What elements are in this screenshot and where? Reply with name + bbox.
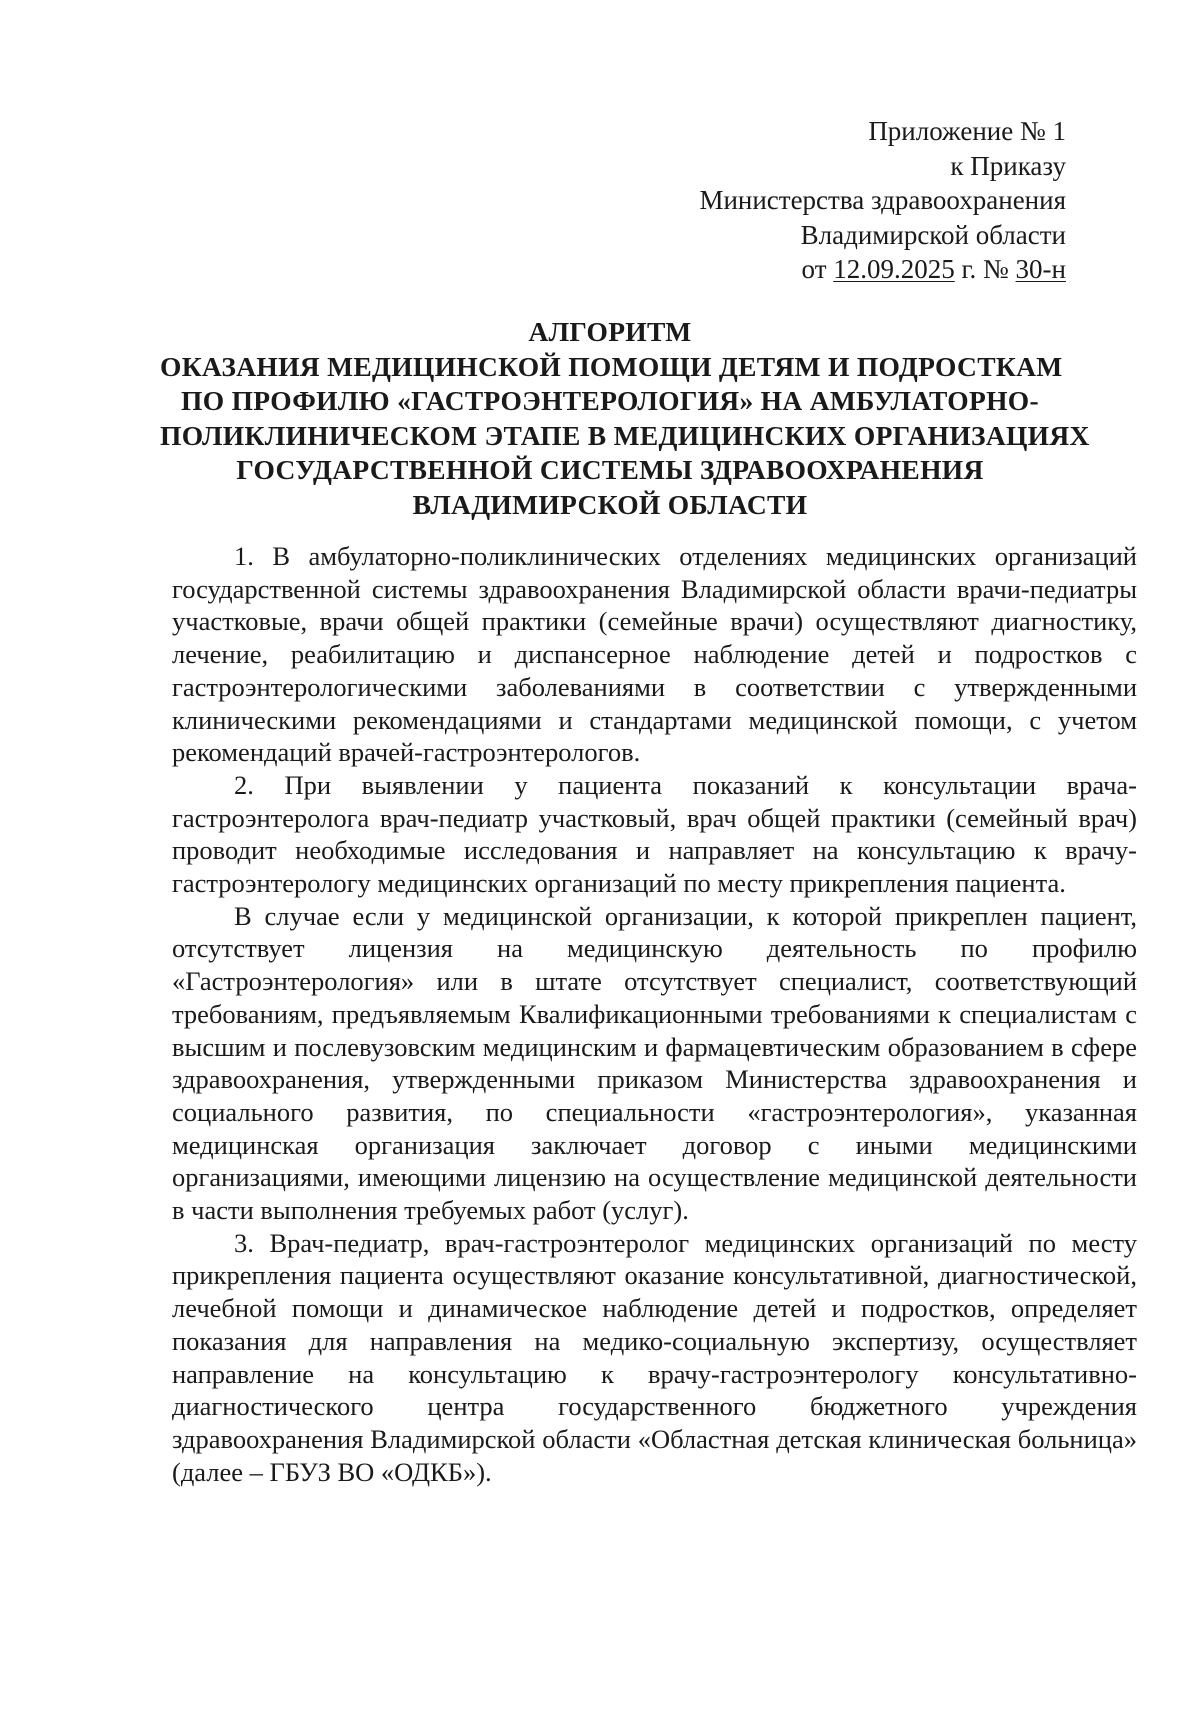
title-line: ВЛАДИМИРСКОЙ ОБЛАСТИ	[412, 488, 808, 520]
appendix-date-line	[699, 252, 1066, 287]
title-line: АЛГОРИТМ	[528, 316, 692, 347]
appendix-header	[699, 114, 1066, 287]
appendix-line: Приложение № 1	[868, 116, 1066, 146]
paragraph-3: В случае если у медицинской организации, к которой прикреплен пациент, отсутствует лицензия на медицинскую деятельность по профилю «Гастроэнтерология» или в штате отсутствует специалист, соответствующий требованиям, предъявляемым Квалификационными требованиями к специалистам с высшим и послевузовским медицинским и фармацевтическим образованием в сфере здравоохранения, утвержденными приказом Министерства здравоохранения и социального развития, по специальности «гастроэнтерология», указанная медицинская организация заключает договор с иными медицинскими организациями, имеющими лицензию на осуществление медицинской деятельности в части выполнения требуемых работ (услуг).	[172, 900, 1137, 1226]
order-date: 12.09.2025	[833, 254, 955, 284]
date-prefix: от	[801, 254, 834, 284]
paragraph-1: 1. В амбулаторно-поликлинических отделениях медицинских организаций государственной системы здравоохранения Владимирской области врачи-педиатры участковые, врачи общей практики (семейные врачи) осуществляют диагностику, лечение, реабилитацию и диспансерное наблюдение детей и подростков с гастроэнтерологическими заболеваниями в соответствии с утвержденными клиническими рекомендациями и стандартами медицинской помощи, с учетом рекомендаций врачей-гастроэнтерологов.	[172, 541, 1137, 768]
appendix-line: Министерства здравоохранения	[699, 185, 1066, 215]
paragraph-4: 3. Врач-педиатр, врач-гастроэнтеролог медицинских организаций по месту прикрепления пациента осуществляют оказание консультативной, диагностической, лечебной помощи и динамическое наблюдение детей и подростков, определяет показания для направления на медико-социальную экспертизу, осуществляет направление на консультацию к врачу-гастроэнтерологу консультативно-диагностического центра государственного бюджетного учреждения здравоохранения Владимирской области «Областная детская клиническая больница» (далее – ГБУЗ ВО «ОДКБ»).	[172, 1227, 1137, 1487]
title-line: ПО ПРОФИЛЮ «ГАСТРОЭНТЕРОЛОГИЯ» НА АМБУЛАТОРНО-	[181, 385, 1039, 416]
paragraph-2: 2. При выявлении у пациента показаний к консультации врача-гастроэнтеролога врач-педиатр участковый, врач общей практики (семейный врач) проводит необходимые исследования и направляет на консультацию к врачу-гастроэнтерологу медицинских организаций по месту прикрепления пациента.	[172, 769, 1137, 899]
appendix-line: Владимирской области	[800, 219, 1066, 250]
appendix-line: к Приказу	[950, 150, 1066, 181]
document-body	[172, 540, 1137, 1488]
title-line: ГОСУДАРСТВЕННОЙ СИСТЕМЫ ЗДРАВООХРАНЕНИЯ	[236, 454, 984, 485]
order-number: 30-н	[1015, 254, 1066, 284]
number-prefix: г. №	[954, 254, 1016, 284]
document-title	[160, 315, 1090, 522]
title-line: ПОЛИКЛИНИЧЕСКОМ ЭТАПЕ В МЕДИЦИНСКИХ ОРГАНИЗАЦИЯХ	[160, 419, 1090, 451]
title-line: ОКАЗАНИЯ МЕДИЦИНСКОЙ ПОМОЩИ ДЕТЯМ И ПОДРОСТКАМ	[160, 350, 1063, 382]
